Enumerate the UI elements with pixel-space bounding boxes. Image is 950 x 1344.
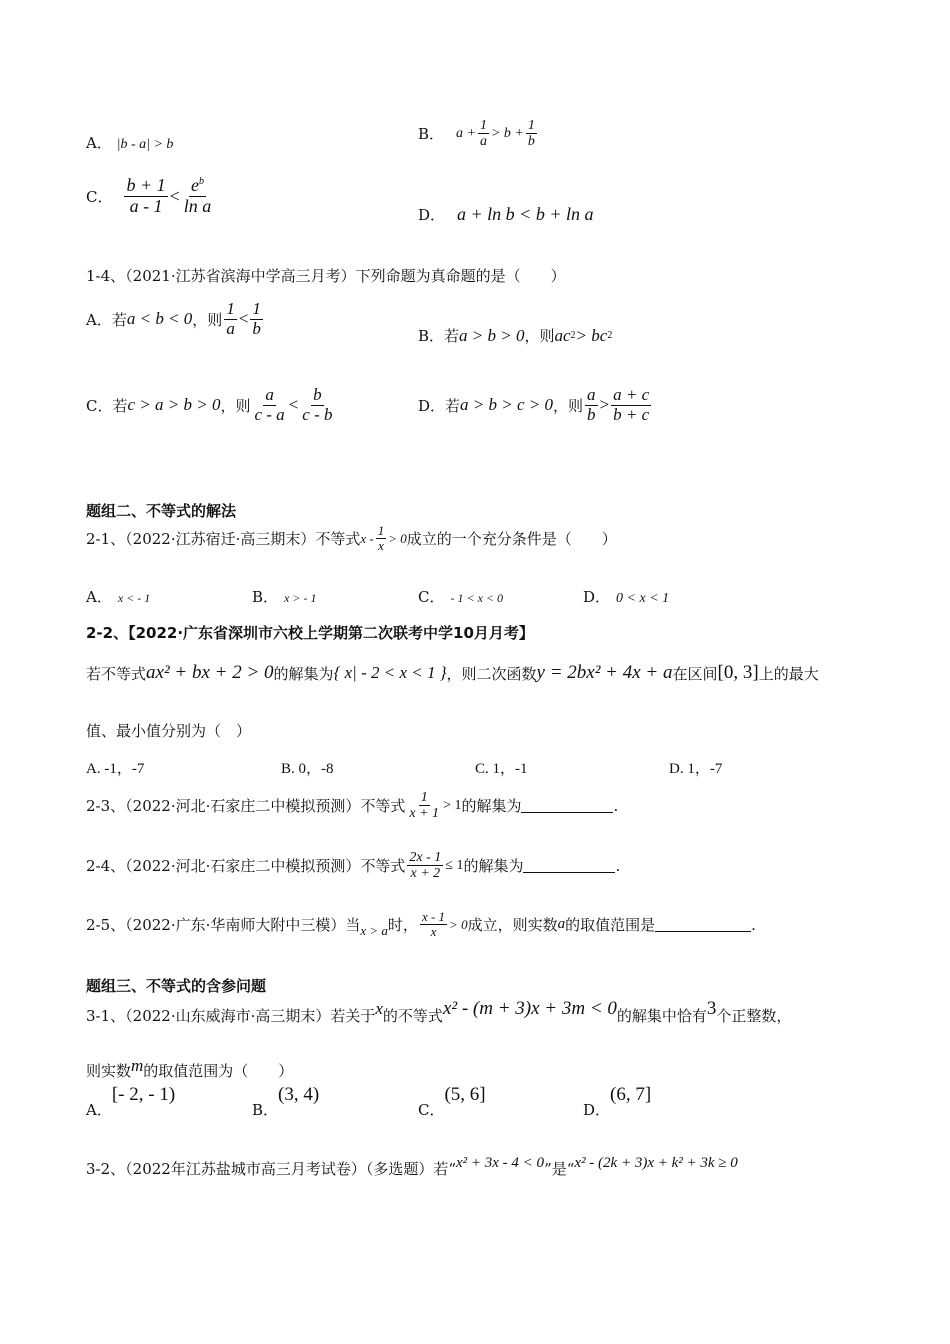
q21-option-a: A． x < - 1 <box>86 588 151 606</box>
q14-option-a: A．若 a < b < 0 ，则 $\frac{1}{a}$ < $\frac{1}{b}$ <box>86 299 261 338</box>
q13-option-a: A． |b - a| > b <box>86 134 174 152</box>
q31-line1: 3-1、（2022·山东威海市·高三期末）若关于 x 的不等式 x² - (m + 3)x + 3m < 0 的解集中恰有 3 个正整数， <box>86 998 792 1025</box>
q22-option-c: C. 1，-1 <box>475 761 528 777</box>
group2-title: 题组二、不等式的解法 <box>86 502 237 520</box>
q22-option-a: A. -1，-7 <box>86 761 145 777</box>
q14-option-c: C．若 c > a > b > 0 ，则 $\frac{a}{c - a}$ < $\frac{b}{c - b}$ <box>86 385 333 424</box>
q13-option-d: D． a + ln b < b + ln a <box>418 204 594 224</box>
q32-stem: 3-2、（2022年江苏盐城市高三月考试卷）（多选题）若“ x² + 3x - 4 < 0 ”是“ x² - (2k + 3)x + k² + 3k ≥ 0 <box>86 1155 738 1178</box>
q14-option-b: B．若 a > b > 0 ，则 ac 2 > bc 2 <box>418 325 613 345</box>
q31-option-a: A． [- 2, - 1) <box>86 1084 176 1119</box>
q31-line2: 则实数 m 的取值范围为（ ） <box>86 1055 294 1080</box>
q22-line2: 值、最小值分别为（ ） <box>86 722 252 740</box>
q25-stem: 2-5、（2022·广东·华南师大附中三模）当 x > a 时， $\frac{x - 1}{x}$ > 0 成立，则实数 a 的取值范围是 . <box>86 909 756 940</box>
q23-stem: 2-3、（2022·河北·石家庄二中模拟预测）不等式 $\frac{1}{x + 1}$ > 1 的解集为 . <box>86 790 619 822</box>
q31-option-b: B． (3, 4) <box>252 1084 320 1119</box>
q22-option-d: D. 1，-7 <box>669 761 723 777</box>
group3-title: 题组三、不等式的含参问题 <box>86 977 267 995</box>
q14-stem: 1-4、（2021·江苏省滨海中学高三月考）下列命题为真命题的是（ ） <box>86 267 566 285</box>
q13-option-a-math: |b - a| > b <box>116 137 174 152</box>
q22-head: 2-2、【2022·广东省深圳市六校上学期第二次联考中学10月月考】 <box>86 624 534 642</box>
q22-option-b: B. 0，-8 <box>281 761 334 777</box>
q31-option-c: C． (5, 6] <box>418 1084 486 1119</box>
q14-option-d: D．若 a > b > c > 0 ，则 $\frac{a}{b}$ > $\frac{a + c}{b + c}$ <box>418 385 650 424</box>
q21-option-d: D． 0 < x < 1 <box>583 588 670 606</box>
q31-option-d: D． (6, 7] <box>583 1084 652 1119</box>
q21-stem: 2-1、（2022·江苏宿迁·高三期末）不等式 x - $\frac{1}{x}$ > 0 成立的一个充分条件是（ ） <box>86 523 617 554</box>
q24-answer-blank[interactable] <box>523 858 615 873</box>
q24-stem: 2-4、（2022·河北·石家庄二中模拟预测）不等式 $\frac{2x - 1}{x + 2}$ ≤ 1 的解集为 . <box>86 850 621 882</box>
q23-answer-blank[interactable] <box>521 798 613 813</box>
q25-answer-blank[interactable] <box>655 917 751 932</box>
q13-option-c: C． $\frac{b + 1}{a - 1}$ < $\frac{e^b}{\text{ln a}}$ <box>86 175 212 216</box>
q21-option-b: B． x > - 1 <box>252 588 317 606</box>
q13-option-b: B． a + $\frac{1}{a}$ > b + $\frac{1}{b}$ <box>418 118 535 150</box>
q21-option-c: C． - 1 < x < 0 <box>418 588 504 606</box>
q22-line1: 若不等式 ax² + bx + 2 > 0 的解集为 { x| - 2 < x < 1 } ，则二次函数 y = 2bx² + 4x + a 在区间 [0, 3] 上的最大 <box>86 662 819 683</box>
